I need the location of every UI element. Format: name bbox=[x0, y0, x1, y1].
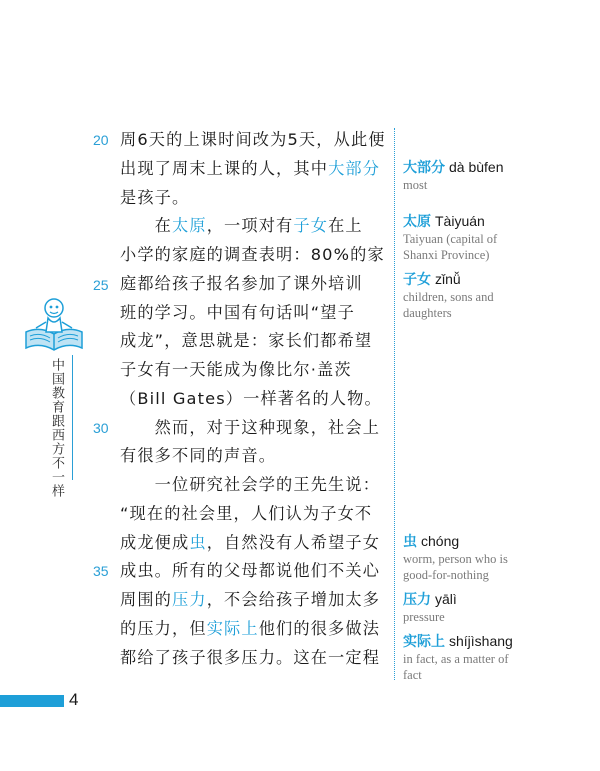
text-segment: 他们的很多做法 bbox=[258, 618, 381, 638]
text-line bbox=[120, 475, 382, 495]
glossary-pinyin: chóng bbox=[421, 533, 460, 549]
line-number: 30 bbox=[93, 420, 109, 436]
text-line bbox=[120, 418, 382, 438]
vocabulary-term: 实际上 bbox=[206, 618, 259, 638]
text-segment: 一位研究社会学的王先生说： bbox=[120, 475, 381, 494]
text-line bbox=[120, 303, 382, 323]
text-segment: ，不会给孩子增加太多 bbox=[206, 590, 381, 609]
glossary-definition: fact bbox=[403, 668, 422, 682]
glossary-hanzi: 子女 bbox=[403, 272, 431, 288]
glossary-entry bbox=[403, 532, 593, 583]
vocabulary-term: 虫 bbox=[189, 532, 207, 552]
glossary-pinyin: dà bùfen bbox=[449, 159, 504, 175]
text-segment: ，一项对有 bbox=[206, 216, 294, 236]
column-divider bbox=[394, 128, 395, 680]
glossary-definition: pressure bbox=[403, 610, 445, 624]
text-segment: 班的学习。中国有句话叫“望子 bbox=[120, 302, 355, 322]
text-segment: 小学的家庭的调查表明：80%的家 bbox=[120, 245, 385, 264]
glossary-entry bbox=[403, 590, 593, 625]
text-line bbox=[120, 561, 382, 581]
text-line bbox=[120, 274, 382, 294]
glossary-term bbox=[403, 212, 593, 231]
text-line bbox=[120, 188, 382, 208]
glossary-hanzi: 实际上 bbox=[403, 634, 445, 650]
line-number: 25 bbox=[93, 277, 109, 293]
glossary-term bbox=[403, 270, 593, 289]
glossary-entry bbox=[403, 632, 593, 683]
glossary-hanzi: 虫 bbox=[403, 534, 417, 550]
text-segment: （Bill Gates）一样著名的人物。 bbox=[120, 388, 382, 408]
glossary-definition: most bbox=[403, 178, 428, 192]
glossary-term bbox=[403, 158, 593, 177]
text-segment: 成虫。所有的父母都说他们不关心 bbox=[120, 561, 381, 581]
glossary-entry bbox=[403, 212, 593, 263]
vocabulary-term: 压力 bbox=[172, 590, 207, 609]
text-segment: 的压力，但 bbox=[120, 618, 207, 638]
text-line bbox=[120, 389, 382, 409]
glossary-entry bbox=[403, 270, 593, 321]
chapter-title-vertical: 中国教育跟西方不一样 bbox=[49, 358, 64, 498]
text-line bbox=[120, 446, 382, 466]
glossary-definition: children, sons and bbox=[403, 290, 494, 304]
text-line bbox=[120, 130, 386, 150]
text-segment: 然而，对于这种现象，社会上 bbox=[120, 417, 381, 437]
text-segment: 成龙”，意思就是：家长们都希望 bbox=[120, 331, 373, 351]
glossary-definition: Taiyuan (capital of bbox=[403, 232, 498, 246]
glossary-definition: good-for-nothing bbox=[403, 568, 489, 582]
text-line bbox=[120, 331, 382, 351]
glossary-term bbox=[403, 532, 593, 551]
page-number-bar bbox=[0, 695, 64, 707]
text-segment: 出现了周末上课的人，其中 bbox=[120, 158, 329, 178]
text-line bbox=[120, 216, 382, 236]
text-line bbox=[120, 619, 382, 639]
glossary-pinyin: yālì bbox=[435, 591, 457, 607]
glossary-definition: daughters bbox=[403, 306, 452, 320]
text-segment: 周6天的上课时间改为5天，从此便 bbox=[120, 130, 386, 149]
text-line bbox=[120, 245, 385, 265]
text-line bbox=[120, 590, 382, 610]
text-segment: 周围的 bbox=[120, 590, 173, 609]
vocabulary-term: 大部分 bbox=[328, 158, 381, 178]
text-line bbox=[120, 648, 382, 668]
glossary-definition: Shanxi Province) bbox=[403, 248, 490, 262]
glossary-hanzi: 大部分 bbox=[403, 160, 445, 176]
vocabulary-term: 太原 bbox=[172, 216, 207, 236]
text-segment: 有很多不同的声音。 bbox=[120, 446, 277, 466]
text-segment: 成龙便成 bbox=[120, 532, 190, 552]
text-segment: 子女有一天能成为像比尔·盖茨 bbox=[120, 360, 352, 379]
glossary-entry bbox=[403, 158, 593, 193]
text-segment: 庭都给孩子报名参加了课外培训 bbox=[120, 273, 363, 293]
page-number: 4 bbox=[69, 690, 79, 709]
text-line bbox=[120, 504, 382, 524]
text-segment: 在上 bbox=[328, 216, 363, 236]
glossary-definition: in fact, as a matter of bbox=[403, 652, 509, 666]
text-segment: “现在的社会里，人们认为子女不 bbox=[120, 503, 373, 523]
glossary-pinyin: Tàiyuán bbox=[435, 213, 485, 229]
text-segment: ，自然没有人希望子女 bbox=[206, 532, 381, 552]
line-number: 35 bbox=[93, 563, 109, 579]
glossary-hanzi: 太原 bbox=[403, 214, 431, 230]
text-line bbox=[120, 533, 382, 553]
sidebar-rule bbox=[72, 355, 73, 480]
text-segment: 是孩子。 bbox=[120, 187, 190, 207]
text-segment: 都给了孩子很多压力。这在一定程 bbox=[120, 647, 381, 667]
glossary-pinyin: shíjìshang bbox=[449, 633, 513, 649]
glossary-pinyin: zǐnǚ bbox=[435, 271, 461, 287]
glossary-hanzi: 压力 bbox=[403, 592, 431, 608]
open-book-icon bbox=[22, 292, 86, 354]
text-line bbox=[120, 159, 382, 179]
vocabulary-term: 子女 bbox=[293, 216, 329, 236]
line-number: 20 bbox=[93, 132, 109, 148]
glossary-definition: worm, person who is bbox=[403, 552, 508, 566]
glossary-term bbox=[403, 632, 593, 651]
glossary-term bbox=[403, 590, 593, 609]
text-line bbox=[120, 360, 382, 380]
text-segment: 在 bbox=[120, 216, 173, 236]
